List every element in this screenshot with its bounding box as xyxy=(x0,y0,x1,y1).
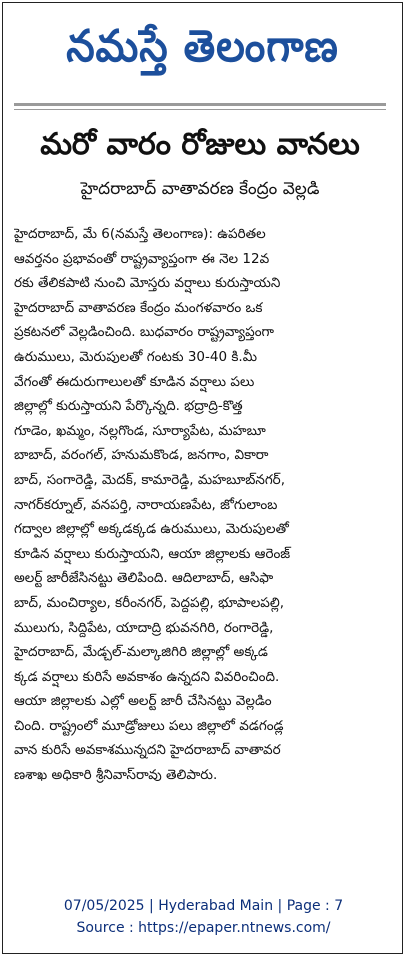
article-subheadline: హైదరాబాద్ వాతావరణ కేంద్రం వెల్లడి xyxy=(80,179,320,199)
footer xyxy=(0,895,407,939)
masthead xyxy=(6,6,399,88)
footer-source: Source : https://epaper.ntnews.com/ xyxy=(76,920,331,936)
article-body-line: చింది. రాష్ట్రంలో మూడ్రోజులు పలు జిల్లాలో వడగండ్ల xyxy=(14,717,284,734)
article-body-line: ఆయా జిల్లాలకు ఎల్లో అలర్ట్ జారీ చేసినట్టు వెల్లడిం xyxy=(14,693,272,710)
article-body-line: వాన కురిసే అవకాశమున్నదని హైదరాబాద్ వాతావర xyxy=(14,742,281,759)
article-body-line: రకు తేలికపాటి నుంచి మోస్తరు వర్షాలు కురుస్తాయని xyxy=(14,275,281,292)
newspaper-logo: నమస్తే తెలంగాణ xyxy=(66,21,339,72)
article-body-line: హైదరాబాద్, మే 6(నమస్తే తెలంగాణ): ఉపరితల xyxy=(14,226,266,242)
article-body-line: ప్రకటనలో వెల్లడించింది. బుధవారం రాష్ట్రవ్యాప్తంగా xyxy=(14,324,274,341)
article-body-line: కూడిన వర్షాలు కురుస్తాయని, ఆయా జిల్లాలకు ఆరెంజ్ xyxy=(14,545,291,562)
article-body-line: ములుగు, సిద్దిపేట, యాదాద్రి భువనగిరి, రంగారెడ్డి, xyxy=(14,619,274,636)
footer-date-edition: 07/05/2025 | Hyderabad Main | Page : 7 xyxy=(63,898,344,914)
article-body-line: హైదరాబాద్ వాతావరణ కేంద్రం మంగళవారం ఒక xyxy=(14,299,263,316)
article-body-line: నాగర్‌కర్నూల్, వనపర్తి, నారాయణపేట, జోగులాంబ xyxy=(14,496,278,513)
divider-thick xyxy=(14,103,386,106)
article-headline: మరో వారం రోజులు వానలు xyxy=(40,127,360,162)
article-body-line: గద్వాల జిల్లాల్లో అక్కడక్కడ ఉరుములు, మెరుపులతో xyxy=(14,521,289,538)
article-body-line: ఆవర్తనం ప్రభావంతో రాష్ట్రవ్యాప్తంగా ఈ నెల 12వ xyxy=(14,250,270,267)
article-body-line: ణశాఖ అధికారి శ్రీనివాస్‌రావు తెలిపారు. xyxy=(14,767,218,784)
article-body-line: బాబాద్, వరంగల్, హనుమకొండ, జనగాం, వికారా xyxy=(14,447,269,464)
article-body-line: అలర్ట్ జారీజేసినట్టు తెలిపింది. ఆదిలాబాద్, ఆసిఫా xyxy=(14,570,274,587)
article-body-line: ఉరుములు, మెరుపులతో గంటకు 30-40 కి.మీ xyxy=(14,348,257,365)
article-body-line: గూడెం, ఖమ్మం, నల్లగొండ, సూర్యాపేట, మహబూ xyxy=(14,422,266,439)
divider-thin xyxy=(14,109,386,110)
article-body-line: బాద్, సంగారెడ్డి, మెదక్, కామారెడ్డి, మహబూబ్‌నగర్, xyxy=(14,471,285,488)
article-body-line: హైదరాబాద్, మేడ్చల్-మల్కాజిగిరి జిల్లాల్లో అక్కడ xyxy=(14,644,268,661)
article-body xyxy=(14,222,388,788)
article-body-line: క్కడ వర్షాలు కురిసే అవకాశం ఉన్నదని వివరించింది. xyxy=(14,668,280,685)
article-body-line: వేగంతో ఈదురుగాలులతో కూడిన వర్షాలు పలు xyxy=(14,373,255,390)
article-body-line: జిల్లాల్లో కురుస్తాయని పేర్కొన్నది. భద్రాద్రి-కొత్త xyxy=(14,398,243,415)
article-body-line: బాద్, మంచిర్యాల, కరీంనగర్, పెద్దపల్లి, భూపాలపల్లి, xyxy=(14,594,285,611)
